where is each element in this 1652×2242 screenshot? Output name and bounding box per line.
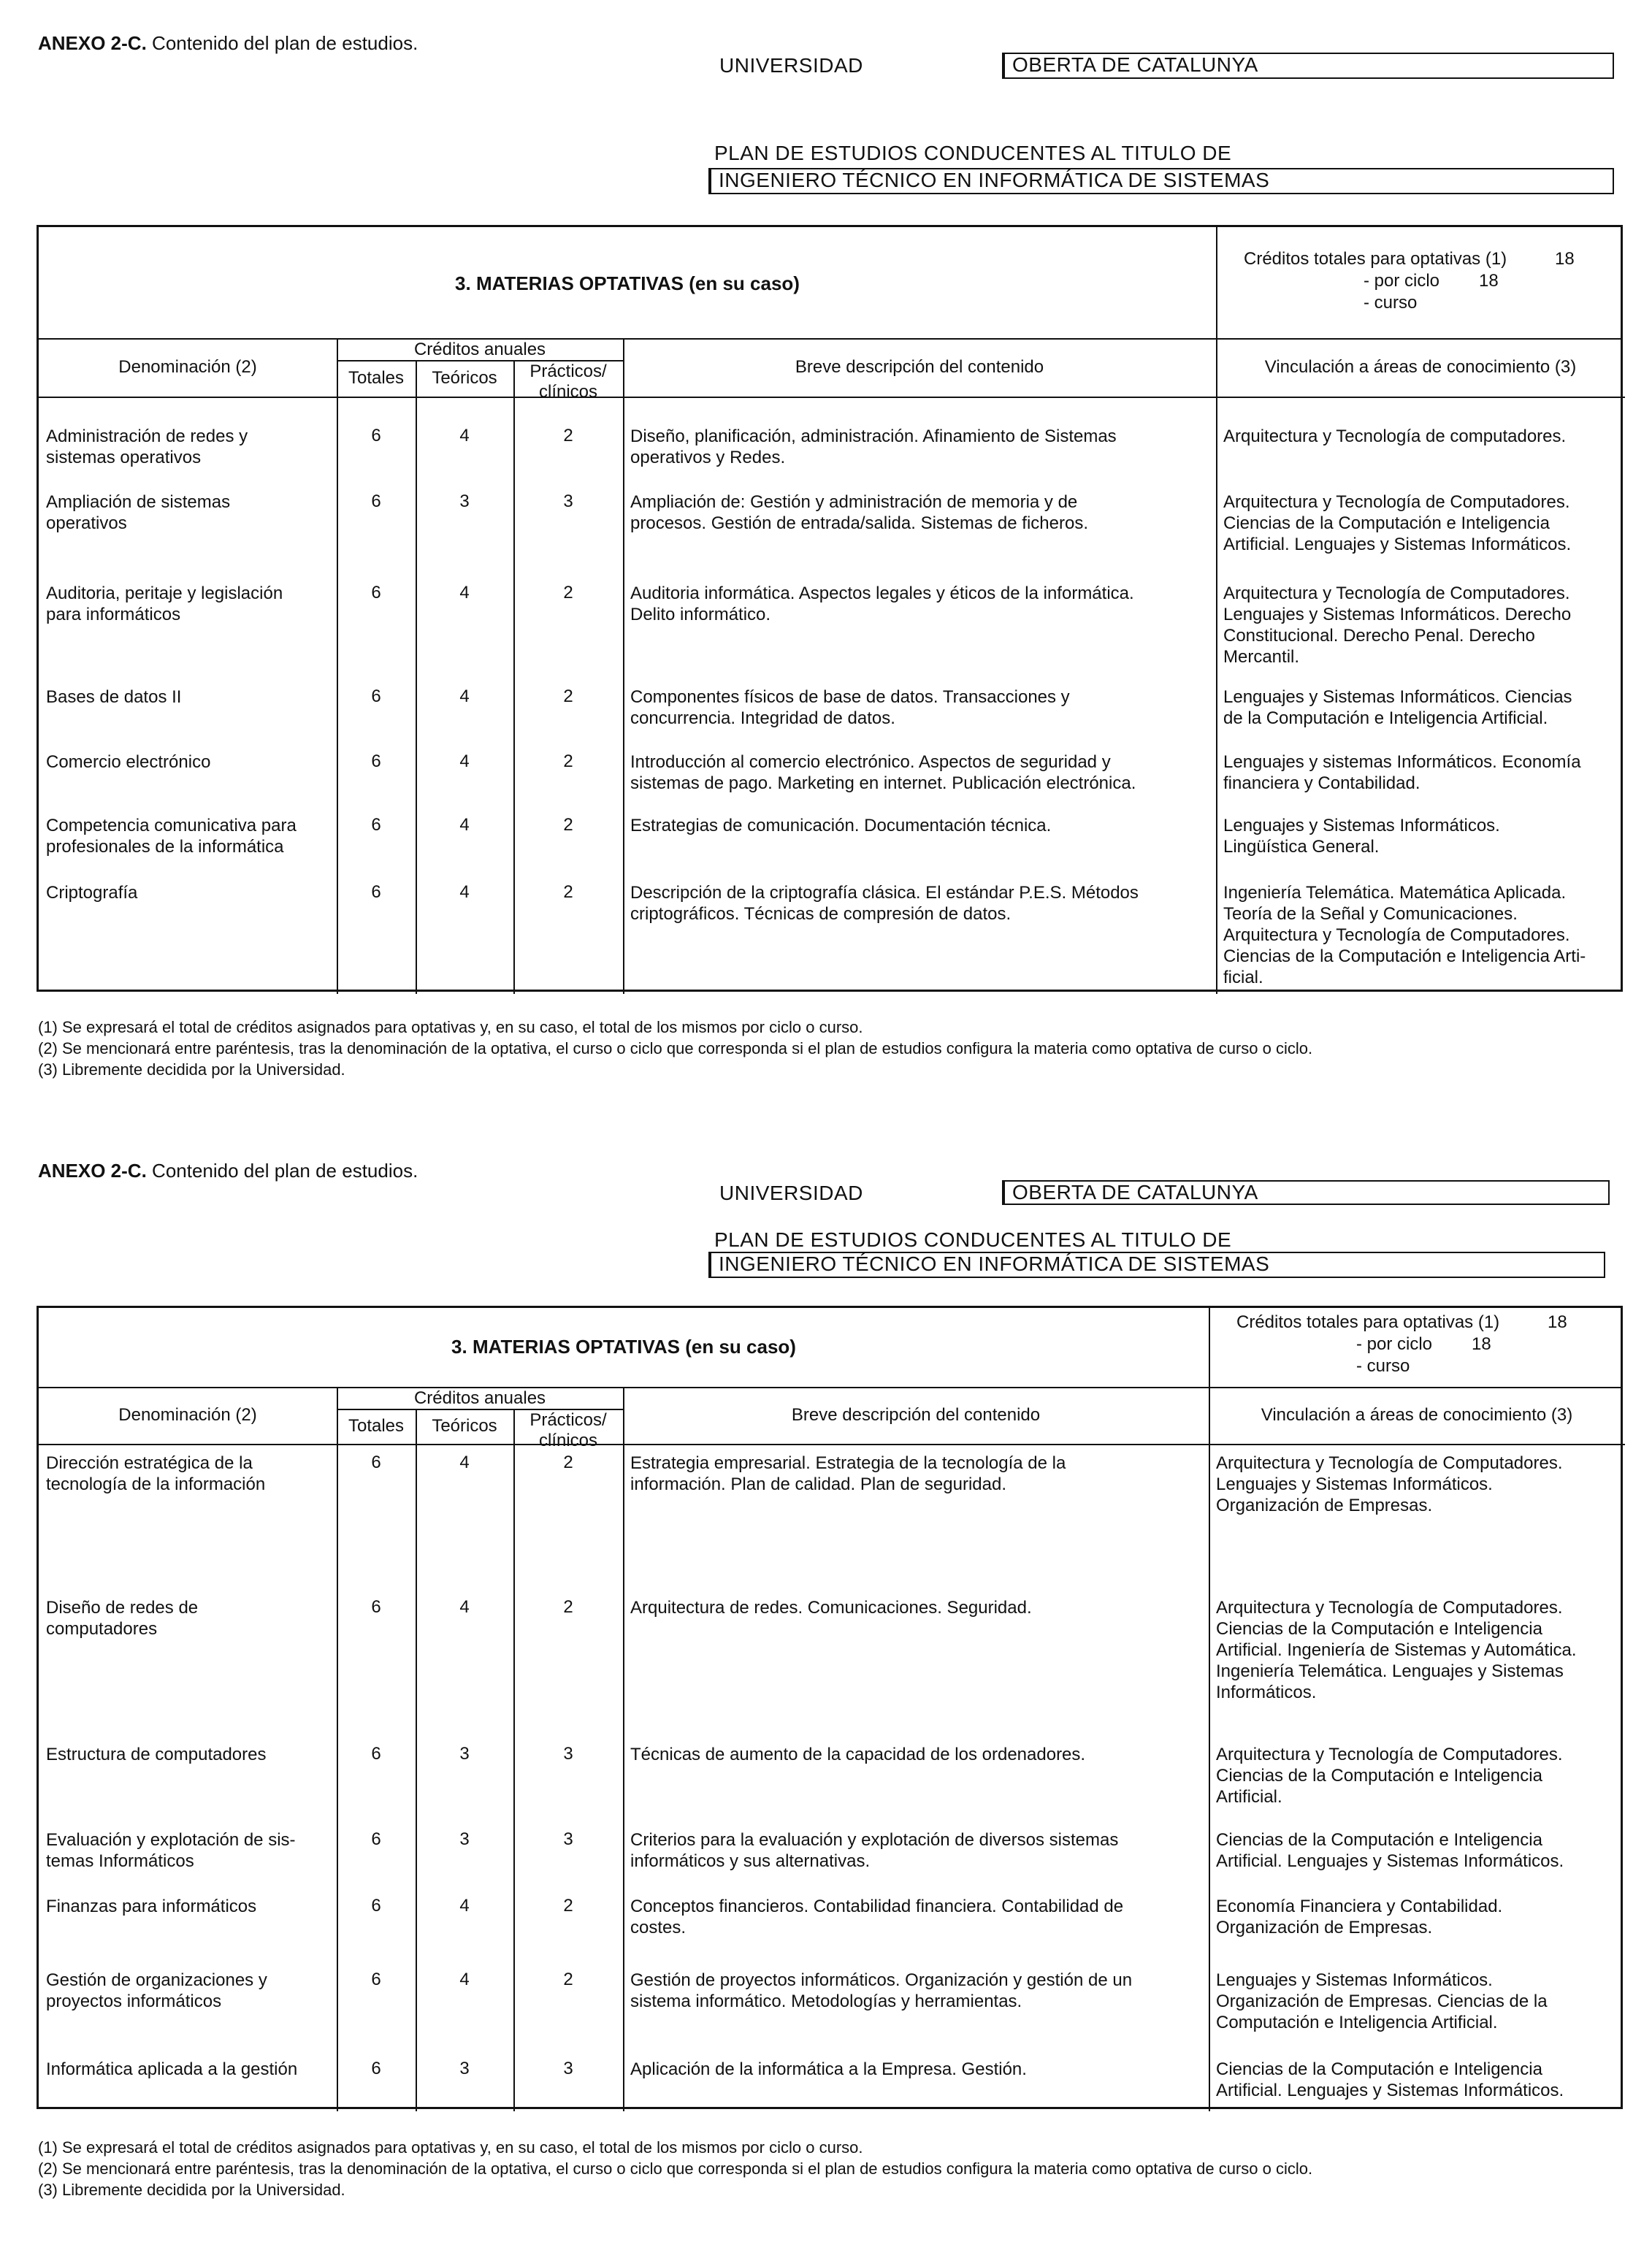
- row-vinculacion-line: Arquitectura y Tecnología de Computadores.: [1216, 1745, 1563, 1764]
- row-vinculacion-line: Organización de Empresas.: [1216, 1496, 1433, 1515]
- col-header-creditos-anuales: Créditos anuales: [413, 1388, 546, 1408]
- row-teoricos: 3: [459, 1744, 470, 1764]
- row-vinculacion-line: Lenguajes y Sistemas Informáticos.: [1216, 1970, 1493, 1990]
- row-vinculacion-line: Arquitectura y Tecnología de Computadores.: [1223, 925, 1570, 945]
- row-denominacion: [46, 2059, 332, 2080]
- row-teoricos: 4: [459, 1453, 470, 1472]
- row-totales: 6: [371, 583, 381, 602]
- creditos-totales-value: 18: [1555, 249, 1575, 269]
- row-denominacion-line: tecnología de la información: [46, 1474, 266, 1494]
- row-totales: 6: [371, 1744, 381, 1764]
- row-descripcion-line: Arquitectura de redes. Comunicaciones. Seguridad.: [630, 1598, 1032, 1618]
- row-descripcion: [630, 882, 1212, 925]
- col-header-teoricos: Teóricos: [432, 1416, 497, 1436]
- row-vinculacion-line: Ciencias de la Computación e Inteligencia: [1216, 1830, 1542, 1850]
- row-denominacion: [46, 583, 332, 625]
- row-descripcion: [630, 1744, 1204, 1765]
- row-denominacion-line: Dirección estratégica de la: [46, 1453, 253, 1473]
- row-denominacion-line: Diseño de redes de: [46, 1598, 199, 1618]
- row-teoricos: 4: [459, 815, 470, 835]
- creditos-ciclo-value: 18: [1479, 271, 1499, 291]
- row-vinculacion-line: Ciencias de la Computación e Inteligencia Arti-: [1223, 946, 1586, 966]
- row-denominacion-line: Ampliación de sistemas: [46, 492, 231, 512]
- row-practicos: 3: [563, 2059, 573, 2078]
- row-denominacion-line: Finanzas para informáticos: [46, 1897, 257, 1916]
- col-header-denominacion: Denominación (2): [118, 1405, 257, 1425]
- universidad-label: UNIVERSIDAD: [719, 54, 863, 77]
- footnote-3: (3) Libremente decidida por la Universidad.: [38, 1060, 345, 1079]
- row-vinculacion-line: Organización de Empresas.: [1216, 1918, 1433, 1937]
- row-teoricos: 4: [459, 583, 470, 602]
- optativas-table: [37, 1306, 1623, 2109]
- row-denominacion-line: Criptografía: [46, 883, 138, 903]
- row-denominacion-line: Comercio electrónico: [46, 752, 211, 772]
- creditos-ciclo-label: - por ciclo: [1364, 271, 1440, 291]
- anexo-subtitle: Contenido del plan de estudios.: [146, 1160, 418, 1182]
- col-header-clinicos: clínicos: [538, 382, 598, 402]
- col-header-totales: Totales: [348, 368, 405, 388]
- row-vinculacion-line: Ingeniería Telemática. Matemática Aplicada.: [1223, 883, 1567, 903]
- row-practicos: 2: [563, 1896, 573, 1916]
- row-descripcion: [630, 686, 1212, 729]
- row-teoricos: 3: [459, 2059, 470, 2078]
- row-denominacion: [46, 1970, 332, 2012]
- row-denominacion-line: Gestión de organizaciones y: [46, 1970, 267, 1990]
- row-vinculacion-line: Ingeniería Telemática. Lenguajes y Sistemas: [1216, 1661, 1564, 1681]
- row-totales: 6: [371, 1896, 381, 1916]
- row-practicos: 2: [563, 1970, 573, 1989]
- footnote-3: (3) Libremente decidida por la Universidad.: [38, 2181, 345, 2199]
- row-totales: 6: [371, 686, 381, 706]
- table-header-band: [39, 1308, 1621, 1388]
- row-descripcion-line: operativos y Redes.: [630, 448, 786, 467]
- row-descripcion-line: sistemas de pago. Marketing en internet. Publicación electrónica.: [630, 773, 1136, 793]
- row-vinculacion: [1223, 686, 1621, 729]
- col-header-descripcion: Breve descripción del contenido: [791, 1405, 1041, 1425]
- row-vinculacion-line: Informáticos.: [1216, 1683, 1317, 1702]
- universidad-label: UNIVERSIDAD: [719, 1182, 863, 1204]
- row-denominacion-line: Competencia comunicativa para: [46, 816, 297, 835]
- row-vinculacion-line: de la Computación e Inteligencia Artificial.: [1223, 708, 1548, 728]
- row-vinculacion-line: Arquitectura y Tecnología de Computadores.: [1216, 1598, 1563, 1618]
- row-descripcion: [630, 1896, 1204, 1938]
- row-totales: 6: [371, 2059, 381, 2078]
- row-descripcion-line: informáticos y sus alternativas.: [630, 1851, 871, 1871]
- row-descripcion-line: criptográficos. Técnicas de compresión de datos.: [630, 904, 1012, 924]
- row-descripcion: [630, 815, 1212, 836]
- optativas-table: [37, 225, 1623, 992]
- row-totales: 6: [371, 491, 381, 511]
- row-denominacion-line: Evaluación y explotación de sis-: [46, 1830, 296, 1850]
- row-denominacion: [46, 1453, 332, 1495]
- header-bottom-divider: [39, 397, 1625, 398]
- row-vinculacion-line: Arquitectura y Tecnología de Computadores.: [1216, 1453, 1563, 1473]
- column-divider-descripcion: [1216, 338, 1217, 994]
- row-denominacion: [46, 1829, 332, 1872]
- row-denominacion-line: computadores: [46, 1619, 158, 1639]
- row-denominacion: [46, 491, 332, 534]
- row-vinculacion-line: Mercantil.: [1223, 647, 1300, 667]
- row-vinculacion-line: Artificial. Ingeniería de Sistemas y Automática.: [1216, 1640, 1577, 1660]
- row-denominacion-line: temas Informáticos: [46, 1851, 194, 1871]
- row-practicos: 2: [563, 426, 573, 445]
- row-descripcion-line: Auditoria informática. Aspectos legales y éticos de la informática.: [630, 584, 1134, 603]
- row-denominacion: [46, 882, 332, 903]
- row-denominacion: [46, 1597, 332, 1640]
- row-vinculacion: [1216, 1896, 1621, 1938]
- row-vinculacion: [1223, 815, 1621, 857]
- row-descripcion-line: Delito informático.: [630, 605, 771, 624]
- row-denominacion-line: Auditoria, peritaje y legislación: [46, 584, 283, 603]
- row-teoricos: 4: [459, 1970, 470, 1989]
- creditos-totales-box: [1216, 227, 1621, 338]
- row-practicos: 2: [563, 686, 573, 706]
- row-vinculacion-line: Lenguajes y Sistemas Informáticos.: [1223, 816, 1500, 835]
- row-vinculacion: [1223, 426, 1621, 447]
- row-descripcion: [630, 1829, 1204, 1872]
- row-vinculacion-line: Arquitectura y Tecnología de Computadores.: [1223, 584, 1570, 603]
- row-vinculacion-line: Ciencias de la Computación e Inteligencia: [1223, 513, 1550, 533]
- table-header-band: [39, 227, 1621, 340]
- row-practicos: 3: [563, 1744, 573, 1764]
- col-header-descripcion: Breve descripción del contenido: [795, 357, 1044, 377]
- row-vinculacion: [1223, 751, 1621, 794]
- row-vinculacion: [1223, 491, 1621, 555]
- row-vinculacion-line: ficial.: [1223, 968, 1263, 987]
- row-descripcion: [630, 751, 1212, 794]
- row-vinculacion-line: Constitucional. Derecho Penal. Derecho: [1223, 626, 1535, 646]
- row-totales: 6: [371, 1829, 381, 1849]
- row-practicos: 2: [563, 882, 573, 902]
- row-descripcion: [630, 2059, 1204, 2080]
- creditos-totales-box: [1209, 1308, 1621, 1387]
- row-vinculacion-line: Lenguajes y Sistemas Informáticos. Ciencias: [1223, 687, 1572, 707]
- anexo-label: ANEXO 2-C.: [38, 1160, 147, 1182]
- column-divider-descripcion: [1209, 1387, 1210, 2111]
- row-descripcion-line: costes.: [630, 1918, 687, 1937]
- row-vinculacion-line: Computación e Inteligencia Artificial.: [1216, 2013, 1498, 2032]
- row-vinculacion: [1216, 2059, 1621, 2101]
- creditos-ciclo-label: - por ciclo: [1356, 1334, 1433, 1354]
- row-descripcion-line: Gestión de proyectos informáticos. Organización y gestión de un: [630, 1970, 1133, 1990]
- anexo-heading: [38, 1160, 418, 1182]
- row-denominacion-line: para informáticos: [46, 605, 181, 624]
- universidad-box: OBERTA DE CATALUNYA: [1002, 1180, 1610, 1205]
- row-vinculacion: [1216, 1744, 1621, 1807]
- anexo-label: ANEXO 2-C.: [38, 32, 147, 54]
- creditos-curso-label: - curso: [1356, 1356, 1410, 1376]
- header-bottom-divider: [39, 1444, 1625, 1445]
- plan-label: PLAN DE ESTUDIOS CONDUCENTES AL TITULO DE: [714, 142, 1232, 164]
- row-descripcion-line: información. Plan de calidad. Plan de seguridad.: [630, 1474, 1006, 1494]
- col-header-denominacion: Denominación (2): [118, 357, 257, 377]
- row-vinculacion-line: Ciencias de la Computación e Inteligencia: [1216, 1619, 1542, 1639]
- row-vinculacion: [1216, 1970, 1621, 2033]
- footnote-2: (2) Se mencionará entre paréntesis, tras la denominación de la optativa, el curso o ciclo que corresponda si el plan de estudios configura la materia como optativa de curso o ciclo.: [38, 2159, 1313, 2178]
- row-practicos: 2: [563, 583, 573, 602]
- creditos-ciclo-value: 18: [1472, 1334, 1491, 1354]
- row-descripcion-line: procesos. Gestión de entrada/salida. Sistemas de ficheros.: [630, 513, 1088, 533]
- universidad-box: OBERTA DE CATALUNYA: [1002, 53, 1614, 79]
- anexo-heading: [38, 32, 418, 55]
- row-vinculacion-line: Lingüística General.: [1223, 837, 1380, 857]
- row-denominacion-line: proyectos informáticos: [46, 1992, 222, 2011]
- col-header-practicos: Prácticos/: [529, 361, 607, 381]
- row-teoricos: 4: [459, 882, 470, 902]
- column-divider-practicos: [623, 338, 624, 994]
- row-vinculacion: [1216, 1597, 1621, 1703]
- row-totales: 6: [371, 882, 381, 902]
- footnote-1: (1) Se expresará el total de créditos asignados para optativas y, en su caso, el total de los mismos por ciclo o curso.: [38, 1018, 863, 1036]
- row-descripcion: [630, 426, 1212, 468]
- col-header-vinculacion: Vinculación a áreas de conocimiento (3): [1264, 357, 1577, 377]
- creditos-totales-label: Créditos totales para optativas (1): [1236, 1312, 1500, 1332]
- row-teoricos: 4: [459, 1896, 470, 1916]
- row-vinculacion-line: Artificial. Lenguajes y Sistemas Informáticos.: [1216, 2081, 1564, 2100]
- row-denominacion: [46, 1896, 332, 1917]
- row-descripcion-line: Estrategias de comunicación. Documentación técnica.: [630, 816, 1052, 835]
- row-vinculacion-line: Lenguajes y sistemas Informáticos. Economía: [1223, 752, 1581, 772]
- row-vinculacion-line: Ciencias de la Computación e Inteligencia: [1216, 2059, 1542, 2079]
- creditos-totales-value: 18: [1548, 1312, 1567, 1332]
- row-descripcion-line: Criterios para la evaluación y explotación de diversos sistemas: [630, 1830, 1119, 1850]
- row-descripcion: [630, 583, 1212, 625]
- row-totales: 6: [371, 426, 381, 445]
- row-totales: 6: [371, 815, 381, 835]
- row-vinculacion: [1223, 583, 1621, 667]
- row-denominacion: [46, 686, 332, 708]
- row-denominacion: [46, 426, 332, 468]
- row-denominacion-line: Bases de datos II: [46, 687, 182, 707]
- plan-label: PLAN DE ESTUDIOS CONDUCENTES AL TITULO DE: [714, 1228, 1232, 1251]
- row-totales: 6: [371, 1597, 381, 1617]
- row-denominacion-line: Estructura de computadores: [46, 1745, 267, 1764]
- row-denominacion: [46, 751, 332, 773]
- creditos-curso-label: - curso: [1364, 293, 1418, 313]
- row-vinculacion-line: Organización de Empresas. Ciencias de la: [1216, 1992, 1548, 2011]
- plan-box: INGENIERO TÉCNICO EN INFORMÁTICA DE SISTEMAS: [708, 168, 1614, 194]
- row-descripcion-line: sistema informático. Metodologías y herramientas.: [630, 1992, 1022, 2011]
- row-denominacion-line: sistemas operativos: [46, 448, 202, 467]
- row-denominacion-line: Informática aplicada a la gestión: [46, 2059, 298, 2079]
- row-practicos: 2: [563, 1597, 573, 1617]
- row-vinculacion-line: financiera y Contabilidad.: [1223, 773, 1420, 793]
- row-practicos: 2: [563, 1453, 573, 1472]
- row-vinculacion-line: Arquitectura y Tecnología de Computadores.: [1223, 492, 1570, 512]
- col-header-practicos: Prácticos/: [529, 1410, 607, 1430]
- row-descripcion-line: Conceptos financieros. Contabilidad financiera. Contabilidad de: [630, 1897, 1124, 1916]
- section-title: 3. MATERIAS OPTATIVAS (en su caso): [451, 1336, 796, 1358]
- column-divider-practicos: [623, 1387, 624, 2111]
- row-denominacion: [46, 1744, 332, 1765]
- col-header-totales: Totales: [348, 1416, 405, 1436]
- row-denominacion-line: operativos: [46, 513, 127, 533]
- row-descripcion: [630, 1597, 1204, 1618]
- row-totales: 6: [371, 751, 381, 771]
- row-descripcion-line: Estrategia empresarial. Estrategia de la tecnología de la: [630, 1453, 1066, 1473]
- row-teoricos: 4: [459, 751, 470, 771]
- row-teoricos: 4: [459, 1597, 470, 1617]
- col-header-creditos-anuales: Créditos anuales: [413, 340, 546, 359]
- row-vinculacion-line: Artificial. Lenguajes y Sistemas Informáticos.: [1216, 1851, 1564, 1871]
- col-header-clinicos: clínicos: [538, 1431, 598, 1450]
- row-vinculacion-line: Teoría de la Señal y Comunicaciones.: [1223, 904, 1518, 924]
- row-descripcion-line: Diseño, planificación, administración. Afinamiento de Sistemas: [630, 426, 1117, 446]
- row-descripcion-line: Componentes físicos de base de datos. Transacciones y: [630, 687, 1070, 707]
- anexo-subtitle: Contenido del plan de estudios.: [146, 32, 418, 54]
- row-denominacion-line: Administración de redes y: [46, 426, 248, 446]
- section-title: 3. MATERIAS OPTATIVAS (en su caso): [455, 272, 800, 294]
- row-totales: 6: [371, 1970, 381, 1989]
- row-vinculacion: [1216, 1453, 1621, 1516]
- col-header-vinculacion: Vinculación a áreas de conocimiento (3): [1261, 1405, 1573, 1425]
- row-practicos: 3: [563, 491, 573, 511]
- row-vinculacion: [1216, 1829, 1621, 1872]
- row-denominacion: [46, 815, 332, 857]
- row-teoricos: 4: [459, 686, 470, 706]
- row-vinculacion: [1223, 882, 1621, 988]
- row-descripcion-line: concurrencia. Integridad de datos.: [630, 708, 895, 728]
- row-teoricos: 3: [459, 1829, 470, 1849]
- footnotes: [38, 2137, 1312, 2200]
- row-vinculacion-line: Arquitectura y Tecnología de computadores.: [1223, 426, 1567, 446]
- row-practicos: 2: [563, 815, 573, 835]
- row-vinculacion-line: Lenguajes y Sistemas Informáticos. Derecho: [1223, 605, 1572, 624]
- row-vinculacion-line: Artificial.: [1216, 1787, 1282, 1807]
- row-descripcion: [630, 1453, 1204, 1495]
- row-descripcion-line: Técnicas de aumento de la capacidad de los ordenadores.: [630, 1745, 1086, 1764]
- row-descripcion-line: Ampliación de: Gestión y administración de memoria y de: [630, 492, 1078, 512]
- row-totales: 6: [371, 1453, 381, 1472]
- footnote-2: (2) Se mencionará entre paréntesis, tras la denominación de la optativa, el curso o ciclo que corresponda si el plan de estudios configura la materia como optativa de curso o ciclo.: [38, 1039, 1313, 1057]
- creditos-totales-label: Créditos totales para optativas (1): [1244, 249, 1507, 269]
- row-vinculacion-line: Ciencias de la Computación e Inteligencia: [1216, 1766, 1542, 1786]
- row-vinculacion-line: Economía Financiera y Contabilidad.: [1216, 1897, 1503, 1916]
- col-header-teoricos: Teóricos: [432, 368, 497, 388]
- row-descripcion: [630, 491, 1212, 534]
- row-denominacion-line: profesionales de la informática: [46, 837, 284, 857]
- footnote-1: (1) Se expresará el total de créditos asignados para optativas y, en su caso, el total de los mismos por ciclo o curso.: [38, 2138, 863, 2157]
- row-practicos: 3: [563, 1829, 573, 1849]
- row-descripcion: [630, 1970, 1204, 2012]
- row-descripcion-line: Descripción de la criptografía clásica. El estándar P.E.S. Métodos: [630, 883, 1139, 903]
- row-vinculacion-line: Lenguajes y Sistemas Informáticos.: [1216, 1474, 1493, 1494]
- row-practicos: 2: [563, 751, 573, 771]
- row-teoricos: 4: [459, 426, 470, 445]
- row-descripcion-line: Aplicación de la informática a la Empresa. Gestión.: [630, 2059, 1027, 2079]
- footnotes: [38, 1017, 1312, 1080]
- row-teoricos: 3: [459, 491, 470, 511]
- row-vinculacion-line: Artificial. Lenguajes y Sistemas Informáticos.: [1223, 535, 1572, 554]
- row-descripcion-line: Introducción al comercio electrónico. Aspectos de seguridad y: [630, 752, 1111, 772]
- plan-box: INGENIERO TÉCNICO EN INFORMÁTICA DE SISTEMAS: [708, 1252, 1605, 1278]
